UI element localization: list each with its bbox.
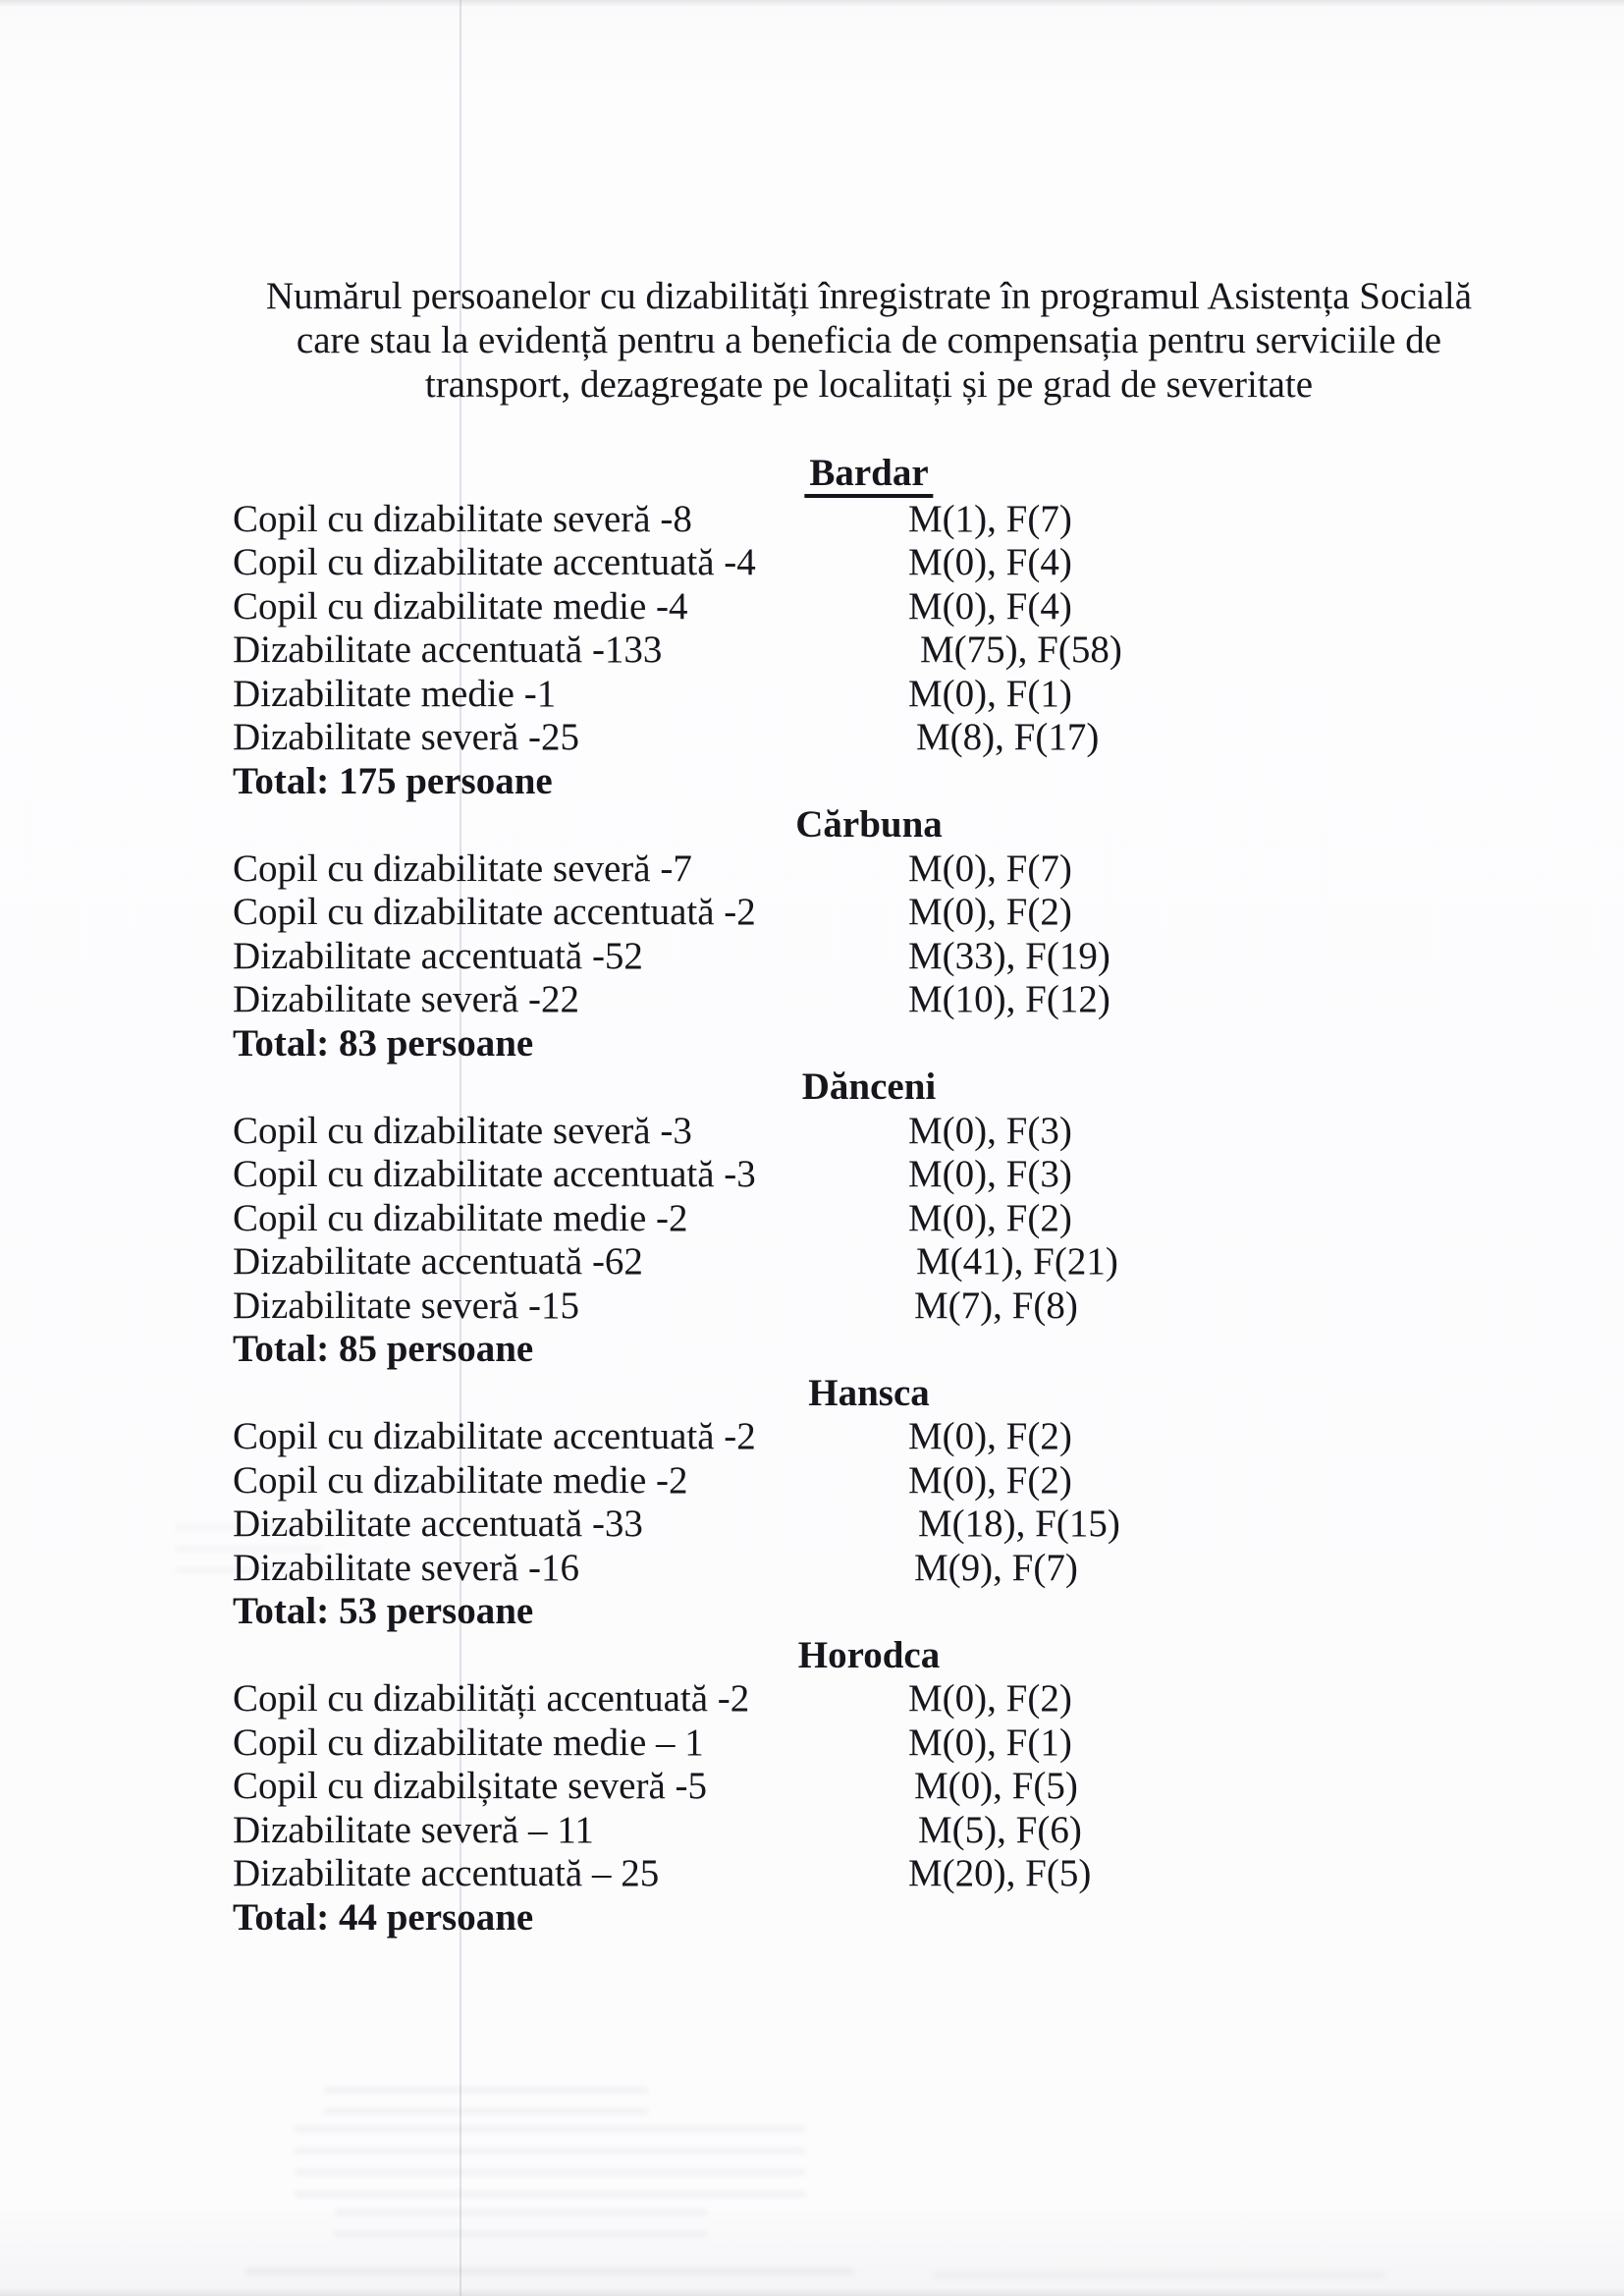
document-body	[233, 454, 1568, 1940]
stat-row-label: Copil cu dizabilități accentuată -2	[233, 1677, 750, 1720]
section-total-row	[233, 1590, 1568, 1634]
stat-row	[233, 1677, 1568, 1722]
stat-row	[233, 629, 1568, 673]
stat-row	[233, 1765, 1568, 1809]
stat-row-label: Dizabilitate accentuată -33	[233, 1503, 643, 1545]
section-total: Total: 83 persoane	[233, 1021, 534, 1065]
bleed-through-artifact	[334, 2210, 707, 2237]
stat-row	[233, 1459, 1568, 1503]
section-heading-row	[233, 454, 1568, 498]
scan-bottom-edge-artifact	[0, 2288, 1624, 2296]
stat-row-value: M(0), F(4)	[908, 584, 1072, 628]
stat-row-label: Dizabilitate accentuată -52	[233, 934, 643, 977]
stat-row-label: Copil cu dizabilitate severă -3	[233, 1109, 692, 1152]
section-total-row	[233, 1328, 1568, 1372]
stat-row-label: Dizabilitate severă -15	[233, 1284, 579, 1327]
section-heading-row	[233, 1634, 1568, 1678]
stat-row	[233, 716, 1568, 760]
bleed-through-artifact	[295, 2126, 805, 2200]
section-total: Total: 53 persoane	[233, 1590, 534, 1632]
stat-row	[233, 1503, 1568, 1547]
stat-row-value: M(0), F(2)	[908, 1677, 1072, 1720]
stat-row	[233, 1415, 1568, 1459]
document-title-line-2: care stau la evidență pentru a beneficia de compensația pentru serviciile de	[296, 319, 1442, 361]
section-heading-horodca: Horodca	[797, 1633, 941, 1676]
stat-row-value: M(1), F(7)	[908, 497, 1072, 540]
stat-row-value: M(41), F(21)	[916, 1240, 1118, 1283]
stat-row-label: Dizabilitate severă – 11	[233, 1808, 594, 1851]
stat-row	[233, 1240, 1568, 1285]
document-title-line-1: Numărul persoanelor cu dizabilități înregistrate în programul Asistența Socială	[265, 275, 1473, 317]
section-heading-row	[233, 1372, 1568, 1416]
stat-row-label: Copil cu dizabilitate severă -8	[233, 497, 692, 540]
section-total-row	[233, 760, 1568, 804]
stat-row	[233, 935, 1568, 979]
bleed-through-artifact	[324, 2087, 648, 2116]
stat-row	[233, 1110, 1568, 1154]
stat-row-label: Dizabilitate severă -22	[233, 978, 579, 1020]
stat-row-value: M(7), F(8)	[914, 1284, 1078, 1327]
section-total: Total: 44 persoane	[233, 1895, 534, 1939]
stat-row-value: M(0), F(2)	[908, 891, 1072, 933]
stat-row	[233, 1285, 1568, 1329]
stat-row-value: M(0), F(2)	[908, 1458, 1072, 1502]
bleed-through-artifact	[245, 2269, 854, 2286]
stat-row-label: Copil cu dizabilitate medie -2	[233, 1196, 688, 1239]
stat-row	[233, 1153, 1568, 1197]
stat-row-label: Copil cu dizabilitate accentuată -3	[233, 1153, 756, 1195]
stat-row-value: M(20), F(5)	[908, 1852, 1092, 1894]
document-title-line-3: transport, dezagregate pe localitați și pe grad de severitate	[424, 363, 1314, 406]
stat-row-value: M(33), F(19)	[908, 934, 1110, 977]
section-heading-bardar: Bardar	[804, 454, 933, 498]
stat-row-label: Copil cu dizabilitate accentuată -2	[233, 891, 756, 933]
stat-row	[233, 585, 1568, 629]
stat-row-value: M(0), F(1)	[908, 1721, 1072, 1764]
stat-row-value: M(0), F(2)	[908, 1415, 1072, 1457]
bleed-through-artifact	[933, 2272, 1384, 2286]
stat-row	[233, 1722, 1568, 1766]
section-heading-hansca: Hansca	[808, 1371, 930, 1414]
stat-row	[233, 673, 1568, 717]
stat-row-value: M(0), F(3)	[908, 1153, 1072, 1195]
stat-row-value: M(0), F(5)	[914, 1765, 1078, 1807]
document-title	[233, 274, 1505, 407]
stat-row	[233, 541, 1568, 585]
section-heading-carbuna: Cărbuna	[795, 803, 943, 846]
stat-row-value: M(0), F(1)	[908, 672, 1072, 715]
stat-row	[233, 1852, 1568, 1896]
stat-row-value: M(18), F(15)	[918, 1503, 1120, 1545]
stat-row-value: M(0), F(7)	[908, 847, 1072, 890]
stat-row-label: Dizabilitate severă -16	[233, 1546, 579, 1589]
section-heading-danceni: Dănceni	[801, 1066, 937, 1108]
section-total-row	[233, 1896, 1568, 1941]
stat-row-label: Copil cu dizabilșitate severă -5	[233, 1765, 708, 1807]
stat-row-label: Dizabilitate medie -1	[233, 672, 557, 715]
stat-row	[233, 1197, 1568, 1241]
stat-row	[233, 498, 1568, 542]
stat-row-label: Dizabilitate accentuată – 25	[233, 1852, 660, 1894]
stat-row	[233, 1809, 1568, 1853]
stat-row-label: Copil cu dizabilitate accentuată -2	[233, 1415, 756, 1457]
stat-row-value: M(9), F(7)	[914, 1546, 1078, 1589]
stat-row	[233, 847, 1568, 892]
section-total-row	[233, 1022, 1568, 1066]
stat-row-label: Copil cu dizabilitate severă -7	[233, 847, 692, 890]
stat-row-label: Copil cu dizabilitate accentuată -4	[233, 541, 756, 583]
section-total: Total: 85 persoane	[233, 1328, 534, 1370]
stat-row-label: Copil cu dizabilitate medie -4	[233, 584, 688, 628]
stat-row	[233, 891, 1568, 935]
stat-row	[233, 1547, 1568, 1591]
section-heading-row	[233, 803, 1568, 847]
section-heading-row	[233, 1066, 1568, 1110]
stat-row-label: Copil cu dizabilitate medie – 1	[233, 1721, 704, 1764]
stat-row-label: Copil cu dizabilitate medie -2	[233, 1458, 688, 1502]
section-total: Total: 175 persoane	[233, 759, 553, 802]
stat-row-value: M(0), F(2)	[908, 1196, 1072, 1239]
stat-row-value: M(0), F(4)	[908, 541, 1072, 583]
stat-row	[233, 978, 1568, 1022]
stat-row-label: Dizabilitate accentuată -133	[233, 629, 663, 671]
scan-top-edge-artifact	[0, 0, 1624, 7]
stat-row-value: M(5), F(6)	[918, 1808, 1082, 1851]
stat-row-label: Dizabilitate severă -25	[233, 716, 579, 758]
stat-row-label: Dizabilitate accentuată -62	[233, 1240, 643, 1283]
stat-row-value: M(10), F(12)	[908, 978, 1110, 1020]
stat-row-value: M(8), F(17)	[916, 716, 1100, 758]
stat-row-value: M(0), F(3)	[908, 1109, 1072, 1152]
stat-row-value: M(75), F(58)	[920, 629, 1122, 671]
